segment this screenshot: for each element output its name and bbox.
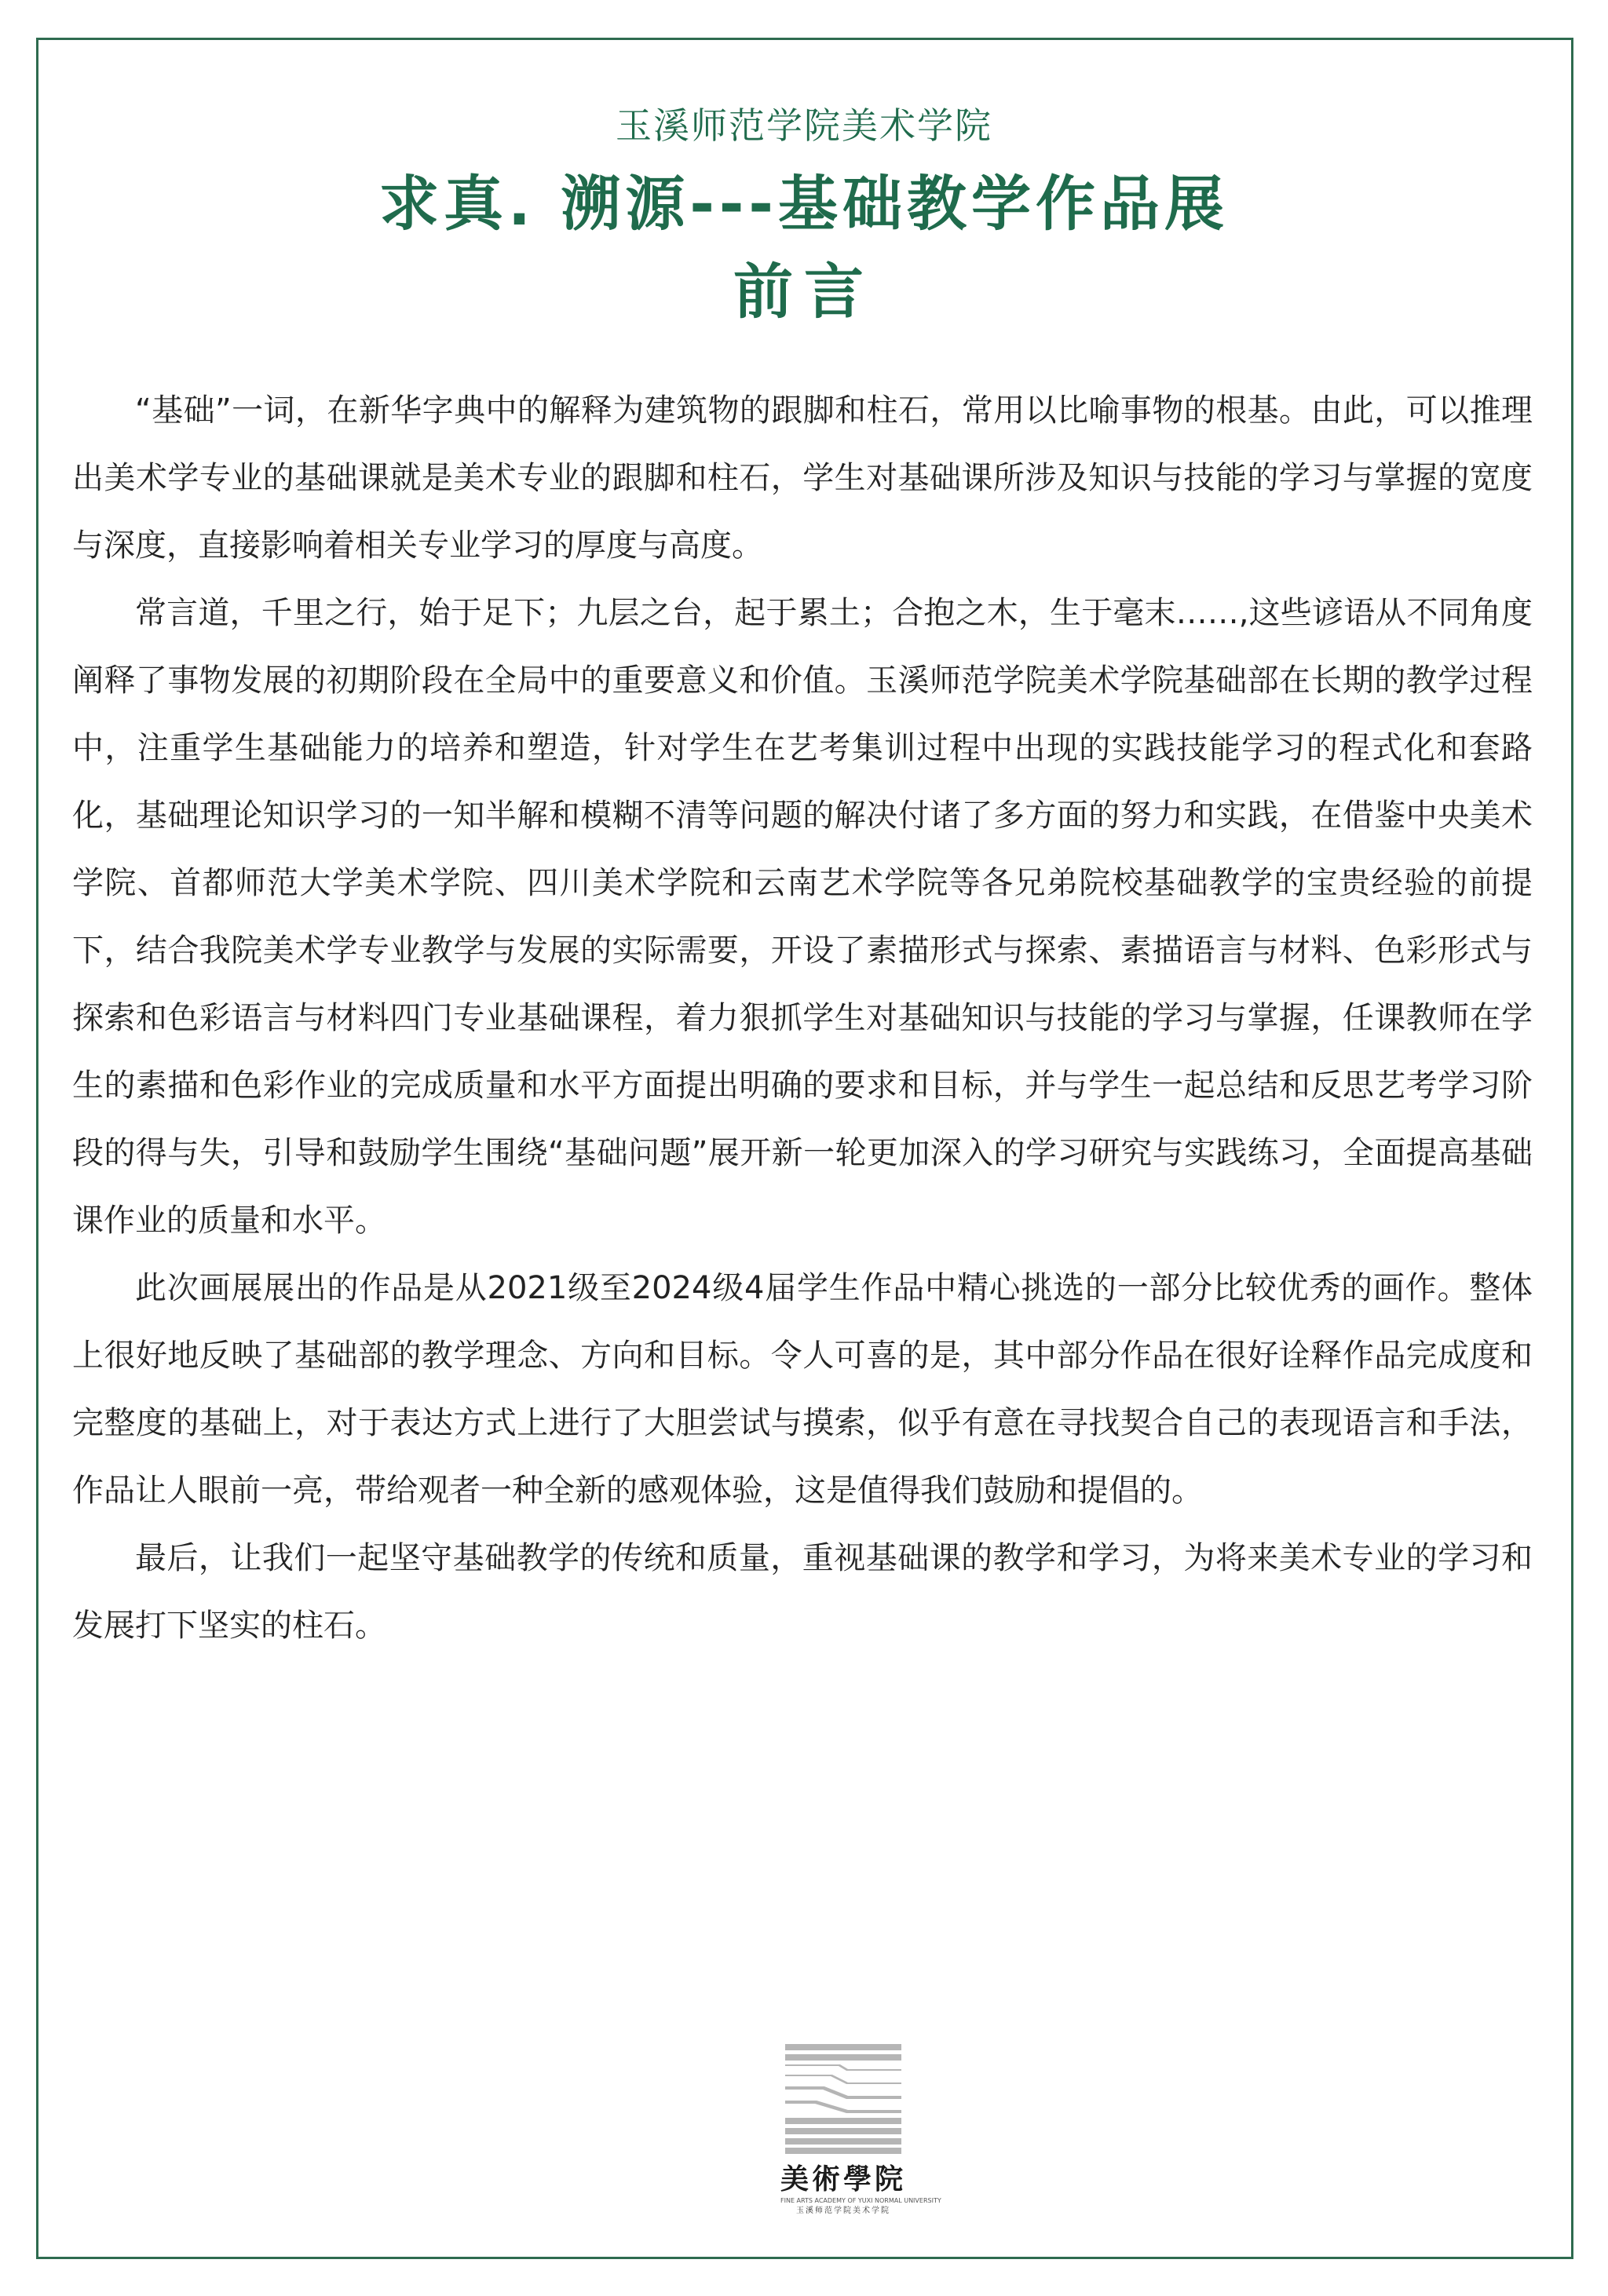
stacked-wave-logo-icon [785, 2044, 901, 2154]
header [0, 102, 1608, 331]
paragraph-1: “基础”一词，在新华字典中的解释为建筑物的跟脚和柱石，常用以比喻事物的根基。由此，可以推理出美术学专业的基础课就是美术专业的跟脚和柱石，学生对基础课所涉及知识与技能的学习与掌握的宽度与深度，直接影响着相关专业学习的厚度与高度。 [72, 392, 1533, 564]
paragraph-4: 最后，让我们一起坚守基础教学的传统和质量，重视基础课的教学和学习，为将来美术专业的学习和发展打下坚实的柱石。 [72, 1540, 1533, 1644]
preface-body [72, 377, 1533, 1659]
logo-name: 美術學院 [780, 2163, 907, 2196]
logo-subtitle: 玉溪师范学院美术学院 [796, 2207, 890, 2215]
school-name: 玉溪师范学院美术学院 [616, 104, 992, 147]
paragraph-2: 常言道，千里之行，始于足下；九层之台，起于累土；合抱之木，生于毫末……,这些谚语从不同角度阐释了事物发展的初期阶段在全局中的重要意义和价值。玉溪师范学院美术学院基础部在长期的教学过程中，注重学生基础能力的培养和塑造，针对学生在艺考集训过程中出现的实践技能学习的程式化和套路化，基础理论知识学习的一知半解和模糊不清等问题的解决付诸了多方面的努力和实践，在借鉴中央美术学院、首都师范大学美术学院、四川美术学院和云南艺术学院等各兄弟院校基础教学的宝贵经验的前提下，结合我院美术学专业教学与发展的实际需要，开设了素描形式与探索、素描语言与材料、色彩形式与探索和色彩语言与材料四门专业基础课程，着力狠抓学生对基础知识与技能的学习与掌握，任课教师在学生的素描和色彩作业的完成质量和水平方面提出明确的要求和目标，并与学生一起总结和反思艺考学习阶段的得与失，引导和鼓励学生围绕“基础问题”展开新一轮更加深入的学习研究与实践练习，全面提高基础课作业的质量和水平。 [72, 595, 1533, 1239]
paragraph-3: 此次画展展出的作品是从2021级至2024级4届学生作品中精心挑选的一部分比较优秀的画作。整体上很好地反映了基础部的教学理念、方向和目标。令人可喜的是，其中部分作品在很好诠释作品完成度和完整度的基础上，对于表达方式上进行了大胆尝试与摸索，似乎有意在寻找契合自己的表现语言和手法，作品让人眼前一亮，带给观者一种全新的感观体验，这是值得我们鼓励和提倡的。 [72, 1270, 1533, 1509]
academy-logo [780, 2044, 941, 2217]
preface-heading: 前言 [733, 257, 875, 327]
logo-english: FINE ARTS ACADEMY OF YUXI NORMAL UNIVERSITY [780, 2197, 941, 2204]
exhibition-title: 求真. 溯源---基础教学作品展 [379, 169, 1229, 239]
